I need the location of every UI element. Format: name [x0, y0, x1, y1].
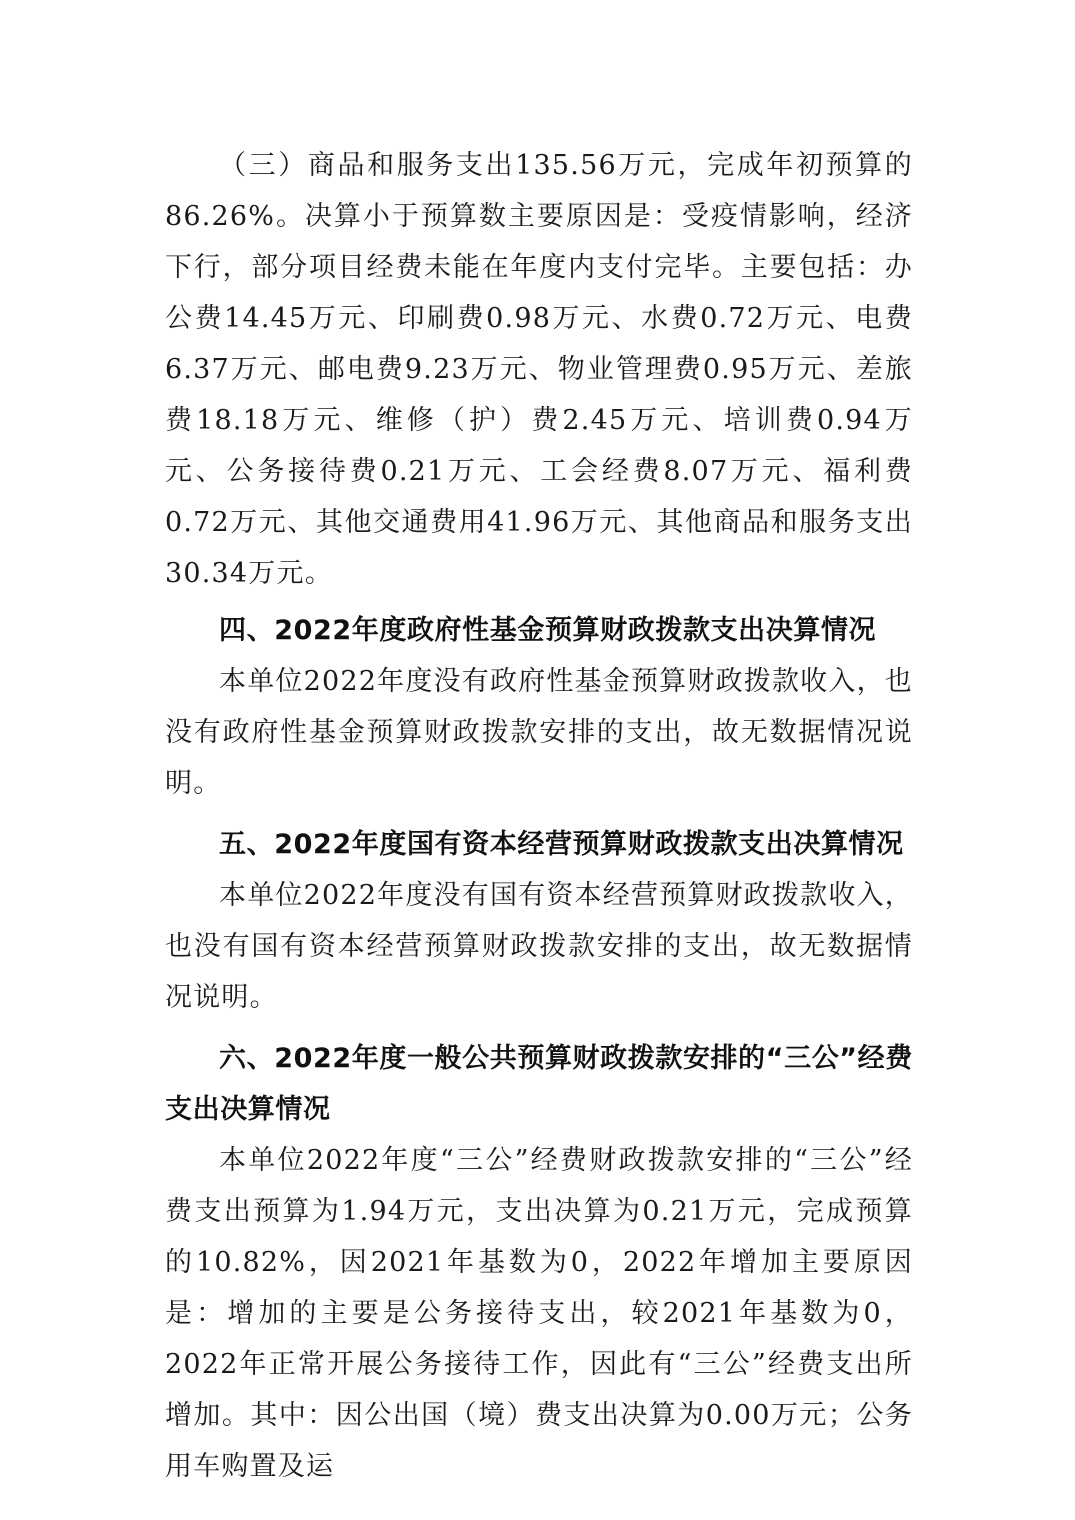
heading-state-capital-budget: 五、2022年度国有资本经营预算财政拨款支出决算情况: [219, 829, 904, 860]
heading-government-fund-budget: 四、2022年度政府性基金预算财政拨款支出决算情况: [219, 615, 877, 646]
paragraph-three-public-expenses: 本单位2022年度“三公”经费财政拨款安排的“三公”经费支出预算为1.94万元，支出决算为0.21万元，完成预算的10.82%，因2021年基数为0，2022年增加主要原因是：增加的主要是公务接待支出，较2021年基数为0，2022年正常开展公务接待工作，因此有“三公”经费支出所增加。其中：因公出国（境）费支出决算为0.00万元；公务用车购置及运: [165, 1145, 913, 1482]
document-page: [165, 140, 913, 1492]
paragraph-government-fund-budget: 本单位2022年度没有政府性基金预算财政拨款收入，也没有政府性基金预算财政拨款安排的支出，故无数据情况说明。: [165, 666, 913, 799]
paragraph-goods-services-expenditure: （三）商品和服务支出135.56万元，完成年初预算的86.26%。决算小于预算数主要原因是：受疫情影响，经济下行，部分项目经费未能在年度内支付完毕。主要包括：办公费14.45万元、印刷费0.98万元、水费0.72万元、电费6.37万元、邮电费9.23万元、物业管理费0.95万元、差旅费18.18万元、维修（护）费2.45万元、培训费0.94万元、公务接待费0.21万元、工会经费8.07万元、福利费0.72万元、其他交通费用41.96万元、其他商品和服务支出30.34万元。: [165, 150, 913, 589]
paragraph-state-capital-budget: 本单位2022年度没有国有资本经营预算财政拨款收入，也没有国有资本经营预算财政拨款安排的支出，故无数据情况说明。: [165, 880, 913, 1013]
heading-three-public-expenses: 六、2022年度一般公共预算财政拨款安排的“三公”经费支出决算情况: [165, 1043, 913, 1125]
